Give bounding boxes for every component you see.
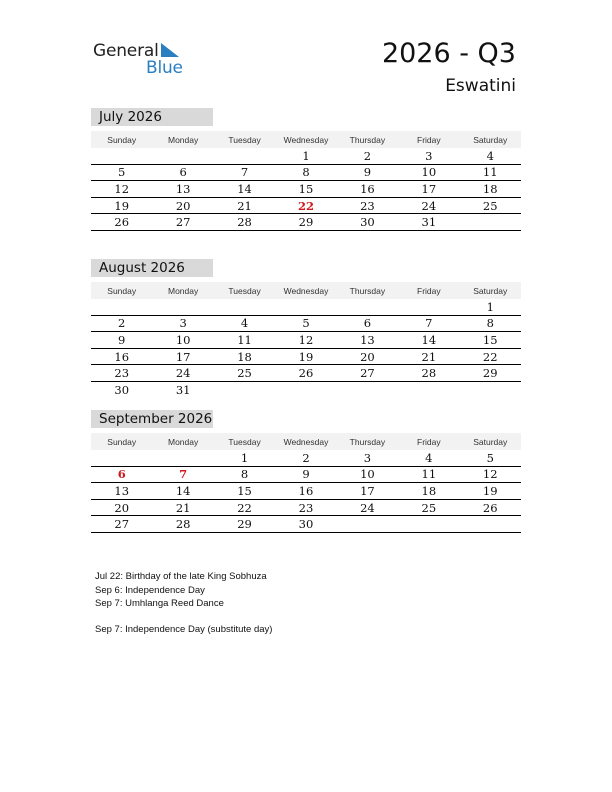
day-cell: 19: [482, 483, 498, 498]
weekday-label: Wednesday: [283, 436, 329, 447]
logo-text-blue: Blue: [146, 58, 183, 78]
weekday-label: Wednesday: [283, 285, 329, 296]
day-cell: 20: [175, 198, 191, 213]
week-row: [91, 332, 521, 349]
day-cell: 20: [114, 500, 130, 515]
week-row: [91, 365, 521, 382]
day-cell: 3: [425, 148, 433, 163]
holiday-note: Jul 22: Birthday of the late King Sobhuza: [95, 571, 267, 582]
weekday-label: Tuesday: [228, 134, 261, 145]
month-name: July 2026: [91, 108, 213, 126]
weekday-label: Tuesday: [228, 436, 261, 447]
day-cell: 18: [482, 181, 498, 196]
day-cell: 3: [179, 316, 187, 331]
day-cell: 4: [240, 316, 249, 331]
day-cell: 14: [421, 332, 437, 347]
month-calendar: [91, 410, 521, 533]
day-cell: 22: [297, 198, 314, 213]
day-cell: 25: [237, 366, 252, 381]
logo-text-general: General: [93, 41, 159, 61]
day-cell: 30: [114, 383, 130, 398]
day-cell: 17: [421, 181, 437, 196]
week-row: [91, 450, 521, 467]
day-cell: 30: [298, 517, 314, 532]
day-cell: 1: [486, 299, 494, 314]
day-cell: 27: [175, 215, 191, 230]
holiday-notes: [95, 570, 272, 636]
day-cell: 28: [237, 215, 252, 230]
day-cell: 15: [237, 483, 252, 498]
day-cell: 25: [482, 198, 498, 213]
day-cell: 2: [363, 148, 372, 163]
day-cell: 13: [360, 332, 375, 347]
day-cell: 12: [298, 332, 314, 347]
day-cell: 13: [175, 181, 191, 196]
weekday-label: Monday: [168, 134, 199, 145]
month-calendar: [91, 108, 521, 231]
week-row: [91, 198, 521, 215]
weekday-label: Monday: [168, 285, 199, 296]
week-row: [91, 316, 521, 333]
week-row: [91, 516, 521, 533]
day-cell: 21: [421, 349, 437, 364]
holiday-note: Sep 7: Independence Day (substitute day): [95, 623, 273, 635]
day-cell: 2: [302, 450, 310, 465]
day-cell: 14: [175, 483, 191, 498]
holiday-note: Sep 7: Umhlanga Reed Dance: [95, 598, 224, 609]
month-name: August 2026: [91, 259, 213, 277]
weekday-header: [91, 433, 521, 450]
weekday-label: Sunday: [107, 285, 137, 296]
day-cell: 9: [302, 467, 310, 482]
day-cell: 24: [421, 198, 437, 213]
day-cell: 25: [421, 500, 437, 515]
day-cell: 27: [360, 366, 375, 381]
week-row: [91, 500, 521, 517]
day-cell: 3: [363, 450, 372, 465]
day-cell: 24: [360, 500, 375, 515]
day-cell: 22: [482, 349, 498, 364]
week-row: [91, 382, 521, 399]
weekday-label: Thursday: [349, 134, 386, 145]
weekday-label: Saturday: [473, 134, 508, 145]
week-row: [91, 349, 521, 366]
day-cell: 9: [118, 332, 126, 347]
day-cell: 8: [240, 467, 249, 482]
day-cell: 29: [482, 366, 498, 381]
day-cell: 20: [360, 349, 375, 364]
day-cell: 7: [425, 316, 433, 331]
day-cell: 26: [114, 215, 130, 230]
day-cell: 12: [114, 181, 130, 196]
day-cell: 22: [237, 500, 252, 515]
day-cell: 17: [360, 483, 375, 498]
day-cell: 15: [298, 181, 314, 196]
day-cell: 5: [118, 165, 126, 180]
day-cell: 28: [175, 517, 191, 532]
weekday-label: Thursday: [349, 436, 386, 447]
day-cell: 23: [114, 366, 130, 381]
week-row: [91, 181, 521, 198]
week-row: [91, 483, 521, 500]
day-cell: 2: [118, 316, 126, 331]
day-cell: 5: [302, 316, 310, 331]
country-name: Eswatini: [445, 76, 516, 96]
day-cell: 14: [237, 181, 252, 196]
weekday-header: [91, 131, 521, 148]
day-cell: 10: [421, 165, 437, 180]
day-cell: 31: [175, 383, 191, 398]
day-cell: 12: [482, 467, 498, 482]
day-cell: 6: [179, 165, 187, 180]
weekday-label: Wednesday: [283, 134, 329, 145]
day-cell: 17: [175, 349, 191, 364]
weekday-label: Sunday: [107, 134, 137, 145]
day-cell: 5: [486, 450, 494, 465]
day-cell: 4: [486, 148, 494, 163]
weekday-label: Saturday: [473, 285, 508, 296]
day-cell: 8: [486, 316, 494, 331]
day-cell: 29: [298, 215, 314, 230]
weekday-label: Friday: [417, 285, 441, 296]
day-cell: 26: [482, 500, 498, 515]
day-cell: 9: [363, 165, 372, 180]
weekday-label: Saturday: [473, 436, 508, 447]
weekday-label: Tuesday: [228, 285, 261, 296]
day-cell: 7: [179, 467, 188, 482]
weekday-label: Sunday: [107, 436, 137, 447]
day-cell: 10: [175, 332, 191, 347]
page-title: 2026 - Q3: [381, 38, 516, 69]
week-row: [91, 148, 521, 165]
day-cell: 31: [421, 215, 437, 230]
day-cell: 19: [298, 349, 314, 364]
day-cell: 15: [482, 332, 498, 347]
day-cell: 19: [114, 198, 130, 213]
week-row: [91, 165, 521, 182]
week-row: [91, 467, 521, 484]
holiday-note: Sep 6: Independence Day: [95, 584, 205, 596]
logo: [93, 38, 193, 78]
day-cell: 24: [175, 366, 191, 381]
weekday-header: [91, 282, 521, 299]
day-cell: 21: [237, 198, 252, 213]
day-cell: 16: [298, 483, 314, 498]
day-cell: 11: [237, 332, 252, 347]
weekday-label: Friday: [417, 436, 441, 447]
day-cell: 29: [237, 517, 252, 532]
day-cell: 1: [302, 148, 310, 163]
day-cell: 13: [114, 483, 130, 498]
day-cell: 18: [421, 483, 437, 498]
month-calendar: [91, 259, 521, 399]
day-cell: 21: [175, 500, 191, 515]
day-cell: 23: [298, 500, 314, 515]
day-cell: 16: [114, 349, 130, 364]
day-cell: 6: [117, 467, 126, 482]
day-cell: 27: [114, 517, 130, 532]
week-row: [91, 214, 521, 231]
day-cell: 6: [363, 316, 372, 331]
day-cell: 23: [360, 198, 375, 213]
day-cell: 30: [360, 215, 375, 230]
weekday-label: Monday: [168, 436, 199, 447]
day-cell: 16: [360, 181, 375, 196]
weekday-label: Friday: [417, 134, 441, 145]
logo-flag-icon: [161, 43, 183, 59]
day-cell: 28: [421, 366, 437, 381]
weekday-label: Thursday: [349, 285, 386, 296]
day-cell: 4: [425, 450, 433, 465]
week-row: [91, 299, 521, 316]
day-cell: 10: [360, 467, 375, 482]
day-cell: 8: [302, 165, 310, 180]
month-name: September 2026: [91, 410, 213, 428]
day-cell: 11: [421, 467, 437, 482]
day-cell: 7: [240, 165, 249, 180]
day-cell: 1: [240, 450, 249, 465]
day-cell: 18: [237, 349, 252, 364]
day-cell: 26: [298, 366, 314, 381]
day-cell: 11: [482, 165, 498, 180]
